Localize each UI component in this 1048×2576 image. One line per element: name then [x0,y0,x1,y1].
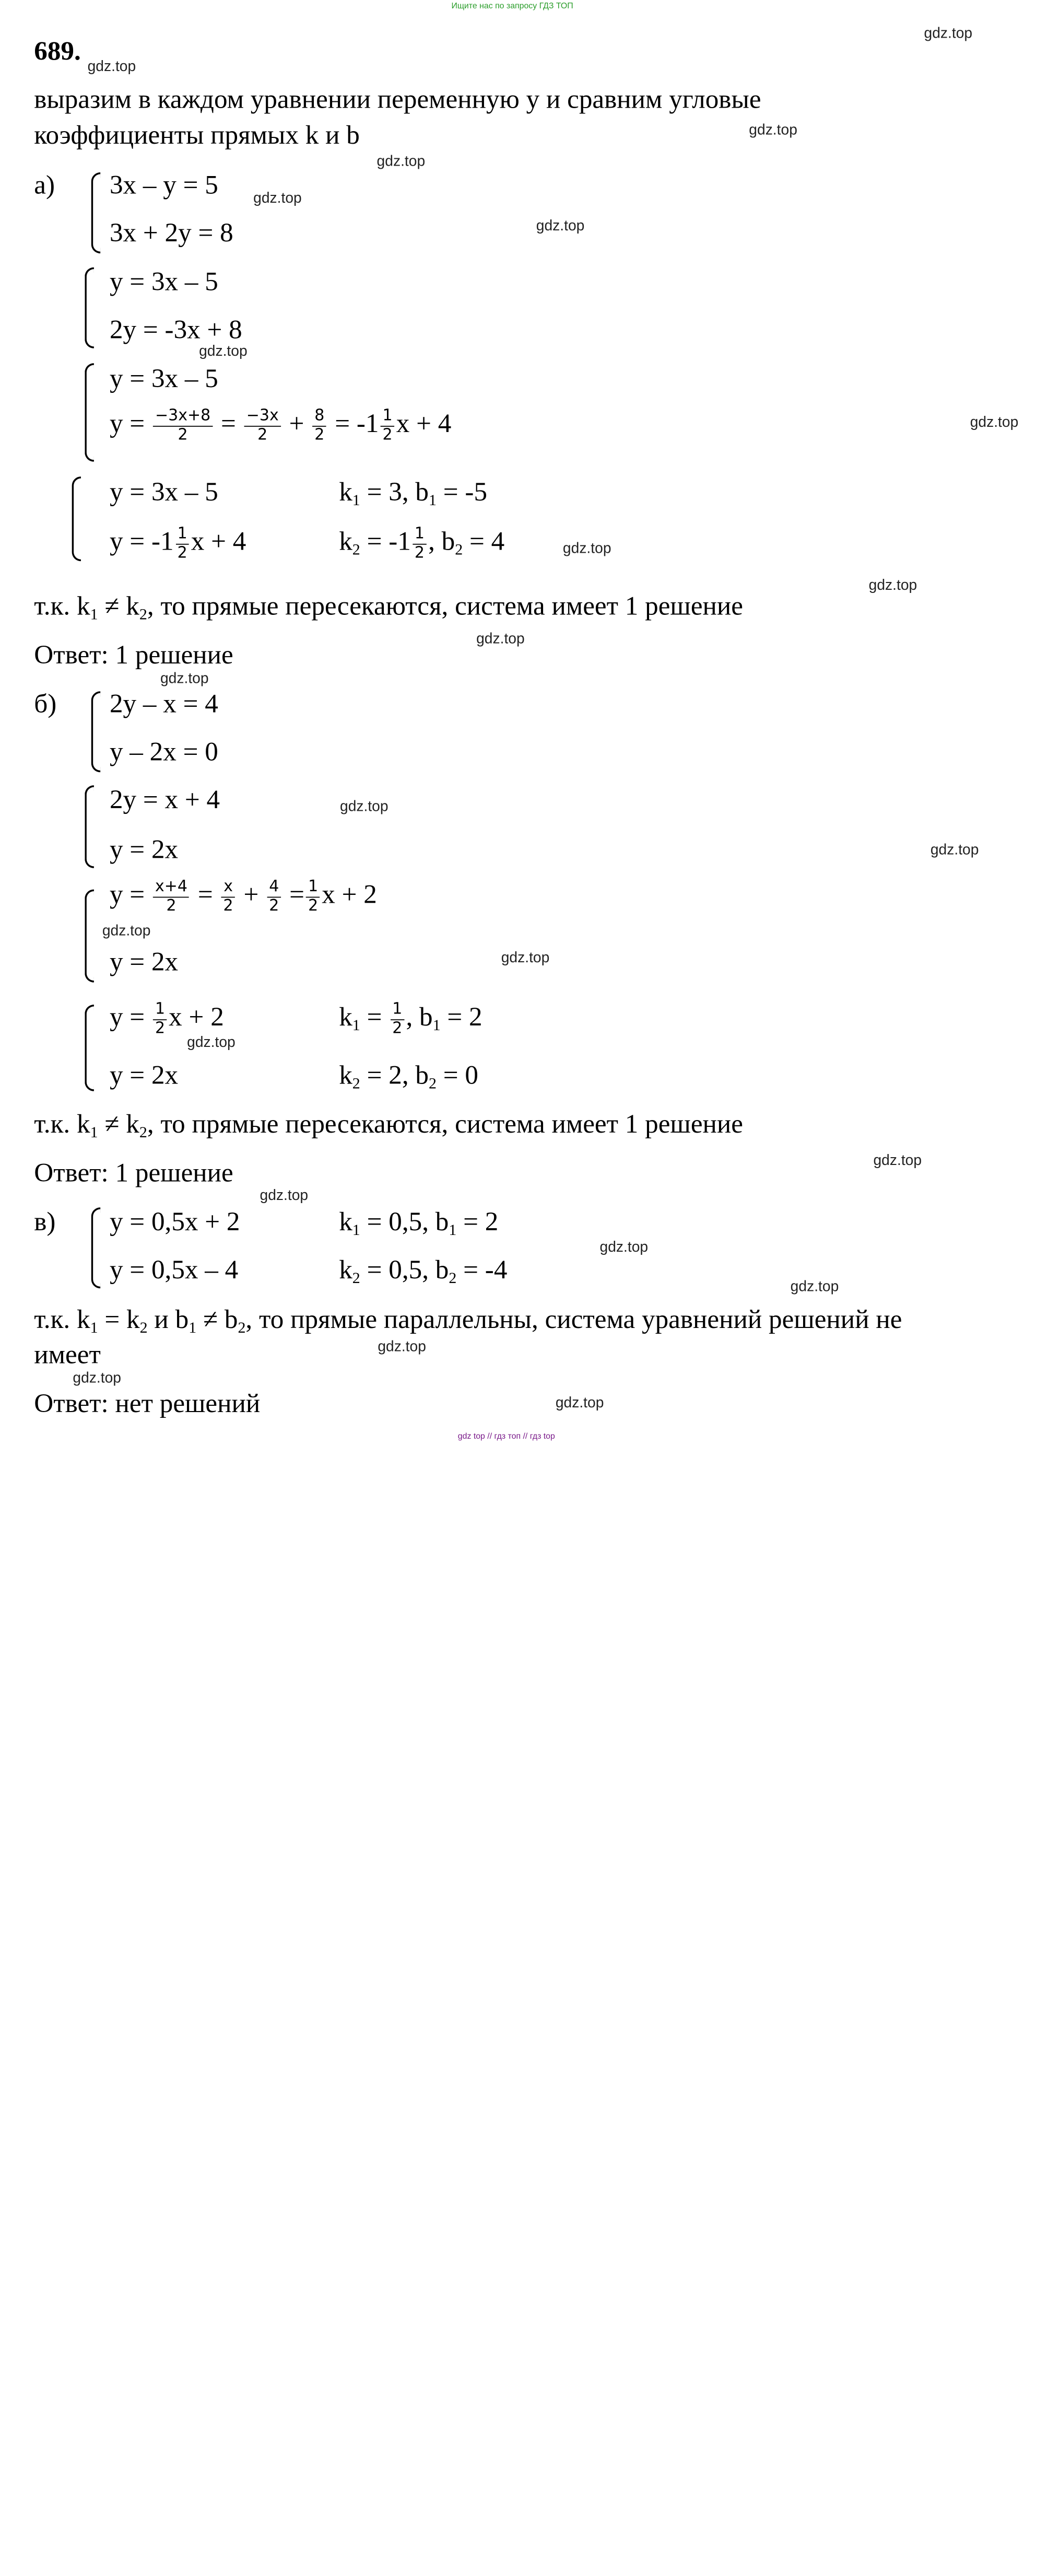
watermark: gdz.top [253,191,302,207]
equation: y = 3x – 5 [109,364,218,394]
part-c-label: в) [34,1207,56,1237]
equation-fraction: y = $\frac{x+4}{2}$ = $\frac{x}{2}$ + $\frac{4}{2}$ = $\frac{1}{2}$ x + 2 [109,877,377,915]
conclusion-c: т.к. $k_1 = k_2$ и $b_1 \ne b_2$, то прямые параллельны, система уравнений решений не [34,1305,902,1337]
equation: 3x – y = 5 [109,170,218,200]
watermark: gdz.top [187,1035,235,1051]
answer-b: Ответ: 1 решение [34,1158,233,1188]
part-b-label: б) [34,689,57,719]
equation: y – 2x = 0 [109,737,218,767]
part-a-label: а) [34,170,55,200]
watermark: gdz.top [924,26,973,42]
watermark: gdz.top [536,218,585,235]
watermark: gdz.top [378,1339,426,1355]
footer-links[interactable]: gdz top // гдз топ // гдз top [457,1431,555,1441]
equation: y = 2x [109,947,179,977]
coefficients: $k_1 = 3$, $b_1 = -5$ [339,477,488,509]
equation: 3x + 2y = 8 [109,218,233,248]
watermark: gdz.top [790,1279,839,1295]
watermark: gdz.top [749,122,797,138]
equation: y = 0,5x – 4 [109,1255,239,1285]
answer-c: Ответ: нет решений [34,1389,261,1419]
system-brace [72,476,81,561]
coefficients: $k_2 = 2$, $b_2 = 0$ [339,1060,479,1092]
equation: y = 2x [109,835,179,865]
equation-fraction: y = $\frac{-3x+8}{2}$ = $\frac{-3x}{2}$ + $\frac{8}{2}$ = -1 $\frac{1}{2}$ x + 4 [109,406,452,444]
coefficients: $k_1$ = $\frac{1}{2}$ , $b_1 = 2$ [339,1000,482,1038]
watermark: gdz.top [868,578,917,594]
equation: 2y – x = 4 [109,689,218,719]
watermark: gdz.top [930,842,979,858]
watermark: gdz.top [87,59,136,75]
watermark: gdz.top [476,631,525,647]
watermark: gdz.top [970,414,1019,430]
equation-fraction: y = $\frac{1}{2}$ x + 2 [109,1000,224,1038]
system-brace [85,889,94,982]
conclusion-b: т.к. $k_1 \ne k_2$, то прямые пересекаются, система имеет 1 решение [34,1110,744,1141]
equation-fraction: y = -1 $\frac{1}{2}$ x + 4 [109,524,246,562]
watermark: gdz.top [599,1239,649,1255]
system-brace [91,1207,101,1288]
watermark: gdz.top [199,344,248,360]
system-brace [85,1005,94,1091]
watermark: gdz.top [102,923,151,939]
top-banner[interactable]: Ищите нас по запросу ГДЗ ТОП [451,1,573,10]
intro-line-1: выразим в каждом уравнении переменную y и сравним угловые [34,85,761,114]
answer-a: Ответ: 1 решение [34,640,233,670]
watermark: gdz.top [501,950,550,966]
coefficients: $k_1 = 0,5$, $b_1 = 2$ [339,1207,499,1239]
watermark: gdz.top [260,1188,309,1204]
equation: 2y = x + 4 [109,785,220,815]
watermark: gdz.top [562,541,611,557]
system-brace [85,363,94,462]
intro-line-2: коэффициенты прямых k и b [34,121,360,150]
conclusion-c-line-2: имеет [34,1340,101,1370]
problem-number: 689. [34,37,81,67]
equation: y = 0,5x + 2 [109,1207,240,1237]
system-brace [85,785,94,868]
system-brace [85,267,94,348]
watermark: gdz.top [160,671,209,687]
conclusion-a: т.к. $k_1 \ne k_2$, то прямые пересекаются, система имеет 1 решение [34,591,744,623]
coefficients: $k_2 = 0,5$, $b_2 = -4$ [339,1255,508,1287]
equation: 2y = -3x + 8 [109,315,242,345]
watermark: gdz.top [555,1395,604,1411]
equation: y = 3x – 5 [109,267,218,297]
system-brace [91,691,101,772]
watermark: gdz.top [873,1153,922,1169]
system-brace [91,172,101,253]
equation: y = 3x – 5 [109,477,218,507]
watermark: gdz.top [376,154,426,170]
coefficients: $k_2 = -1$ $\frac{1}{2}$ , $b_2 = 4$ [339,524,505,562]
watermark: gdz.top [339,799,388,815]
equation: y = 2x [109,1060,179,1091]
watermark: gdz.top [73,1370,121,1386]
